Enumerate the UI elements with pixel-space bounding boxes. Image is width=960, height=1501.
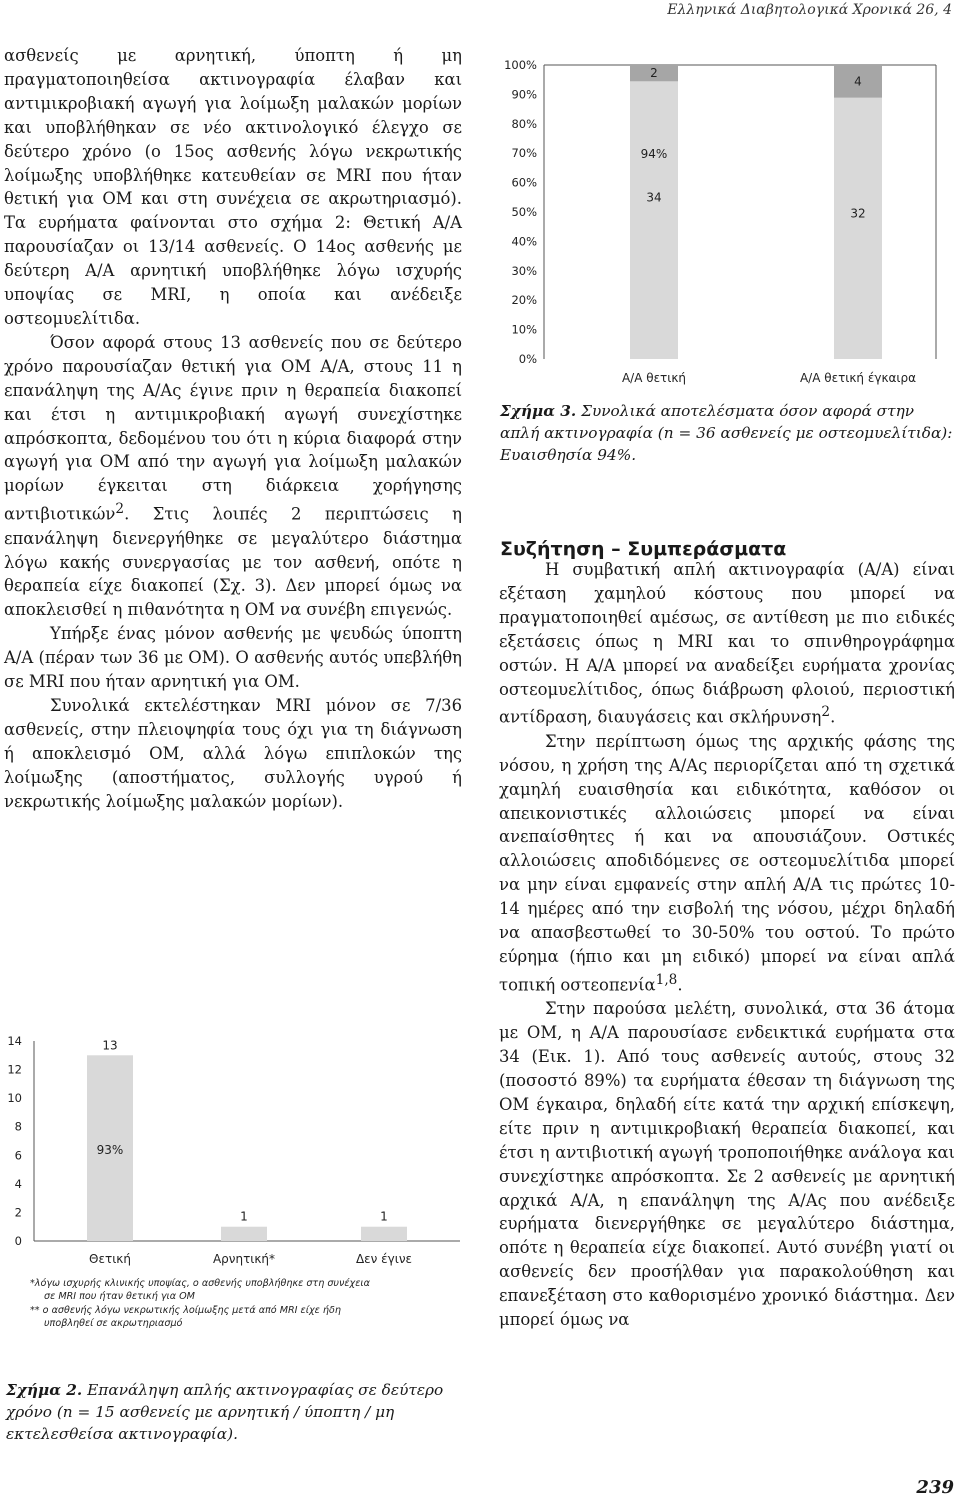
citation-sup: 2 — [115, 501, 125, 518]
y-tick-label: 8 — [14, 1119, 22, 1134]
y-tick-label: 4 — [14, 1176, 22, 1191]
percentage-annotation: 93% — [96, 1142, 124, 1157]
bar-value-label: 32 — [850, 206, 866, 221]
left-paragraph-4: Συνολικά εκτελέστηκαν MRI μόνον σε 7/36 ασθενείς, στην πλειοψηφία τους όχι για τη διάγνωση ή αποκλεισμό ΟΜ, αλλά λόγω επιπλοκών της λοίμωξης (αποστήματος, συλλογής υγρού ή νεκρωτικής λοίμωξης μαλακών μορίων). — [4, 695, 462, 811]
y-tick-label: 100% — [504, 58, 537, 72]
bar-segment — [834, 98, 882, 359]
page-number: 239 — [916, 1477, 954, 1498]
bar — [361, 1227, 407, 1241]
x-tick-label: Αρνητική* — [212, 1252, 276, 1266]
y-tick-label: 6 — [14, 1148, 22, 1163]
section-heading: Συζήτηση – Συμπεράσματα — [500, 538, 787, 560]
y-tick-label: 10% — [511, 322, 537, 337]
footnote-1: *λόγω ισχυρής κλινικής υποψίας, ο ασθενής υποβλήθηκε στη συνέχεια — [30, 1278, 370, 1289]
figure-3-label: Σχήμα 3. — [500, 402, 577, 420]
y-tick-label: 50% — [511, 205, 537, 219]
right-paragraph-1-tail: . — [830, 707, 836, 727]
footnote-2-cont: υποβληθεί σε ακρωτηριασμό — [44, 1317, 183, 1329]
right-column — [499, 558, 955, 1332]
footnote-1-cont: σε MRI που ήταν θετική για ΟΜ — [44, 1291, 195, 1303]
figure-2-caption-text: Επανάληψη απλής ακτινογραφίας σε δεύτερο χρόνο (n = 15 ασθενείς με αρνητική / ύποπτη / μη εκτελεσθείσα ακτινογραφία). — [6, 1381, 444, 1443]
footnote-2: ** ο ασθενής λόγω νεκρωτικής λοίμωξης μετά από MRI είχε ήδη — [30, 1304, 341, 1316]
right-paragraph-3: Στην παρούσα μελέτη, συνολικά, στα 36 άτομα με ΟΜ, η Α/Α παρουσίασε ενδεικτικά ευρήματα στα 34 (Εικ. 1). Από τους ασθενείς αυτούς, στους 32 (ποσοστό 89%) τα ευρήματα έθεσαν τη διάγνωση της ΟΜ έγκαιρα, δηλαδή είτε κατά την αρχική επίσκεψη, είτε πριν η αντιμικροβιακή θεραπεία διακοπεί, και έτσι η αντιβιοτική αγωγή τροποποιήθηκε ανάλογα και συνεχίστηκε απρόσκοπτα. Σε 2 ασθενείς με αρνητική αρχικά Α/Α, η επανάληψη της Α/Ας που ανέδειξε ευρήματα διενεργήθηκε σε μεγαλύτερο διάστημα, οπότε η θεραπεία είχε διακοπεί. Αυτό συνέβη γιατί οι ασθενείς δεν προσήλθαν για παρακολούθηση και επανεξέταση στο καθορισμένο χρονικό διάστημα. Δεν μπορεί όμως να — [499, 999, 955, 1330]
y-tick-label: 80% — [511, 116, 537, 131]
x-tick-label: Θετική — [89, 1252, 131, 1266]
bar-value-label: 2 — [650, 66, 658, 81]
y-tick-label: 20% — [511, 293, 537, 308]
x-tick-label: Α/Α θετική — [621, 371, 687, 385]
right-paragraph-2-text: Στην περίπτωση όμως της αρχικής φάσης της νόσου, η χρήση της Α/Ας περιορίζεται από τη σχετικά χαμηλή ευαισθησία και ειδικότητα, καθόσον οι απεικονιστικές αλλοιώσεις μπορεί να είναι ανεπαίσθητες ή και να απουσιάζουν. Οστικές αλλοιώσεις αποδιδόμενες σε οστεομυελίτιδα μπορεί να μην είναι εμφανείς στην απλή Α/Α τις πρώτες 10-14 ημέρες από την εισβολή της νόσου, μέχρι δηλαδή να απασβεστωθεί το 30-50% του οστού. Το πρώτο εύρημα (ήπιο και μη ειδικό) μπορεί να είναι απλά τοπική οστεοπενία — [499, 731, 955, 995]
bar-segment — [630, 81, 678, 359]
citation-sup: 1,8 — [655, 971, 678, 988]
bar-value-label: 1 — [380, 1209, 388, 1224]
y-tick-label: 14 — [7, 1034, 22, 1048]
right-paragraph-2 — [499, 730, 955, 997]
figure-2-label: Σχήμα 2. — [6, 1381, 83, 1399]
x-tick-label: Α/Α θετική έγκαιρα — [799, 371, 917, 385]
left-paragraph-3: Υπήρξε ένας μόνον ασθενής με ψευδώς ύποπτη Α/Α (πέραν των 36 με ΟΜ). Ο ασθενής αυτός υπεβλήθη σε MRI που ήταν αρνητική για ΟΜ. — [4, 624, 462, 692]
right-paragraph-1-text: Η συμβατική απλή ακτινογραφία (Α/Α) είναι εξέταση χαμηλού κόστους που μπορεί να πραγματοποιηθεί αμέσως, σε αντίθεση με πιο ειδικές εξετάσεις όπως η MRI και το σπινθηρογράφημα οστών. Η Α/Α μπορεί να αναδείξει ευρήματα χρονίας οστεομυελίτιδος, όπως διάβρωση φλοιού, περιοστική αντίδραση, διαυγάσεις και σκλήρυνση — [499, 560, 955, 727]
left-paragraph-1: ασθενείς με αρνητική, ύποπτη ή μη πραγματοποιηθείσα ακτινογραφία έλαβαν και αντιμικροβιακή αγωγή για λοίμωξη μαλακών μορίων και υποβλήθηκαν σε νέο ακτινολογικό έλεγχο σε δεύτερο χρόνο (ο 15ος ασθενής λόγω νεκρωτικής λοίμωξης υποβλήθηκε κατευθείαν σε MRI που ήταν θετική για ΟΜ και στη συνέχεια σε ακρωτηριασμό). Τα ευρήματα φαίνονται στο σχήμα 2: Θετική Α/Α παρουσίαζαν οι 13/14 ασθενείς. Ο 14ος ασθενής με δεύτερη Α/Α αρνητική υποβλήθηκε λόγω ισχυρής υποψίας σε MRI, η οποία και ανέδειξε οστεομυελίτιδα. — [4, 46, 462, 328]
sensitivity-annotation: 94% — [640, 147, 668, 161]
bar — [221, 1227, 267, 1241]
y-tick-label: 90% — [511, 87, 537, 102]
figure-2-footnotes — [30, 1277, 450, 1330]
left-paragraph-2 — [4, 331, 462, 622]
figure-3-caption — [500, 400, 958, 466]
figure-3-chart — [486, 56, 946, 386]
left-paragraph-2-text: Όσον αφορά στους 13 ασθενείς που σε δεύτερο χρόνο παρουσίαζαν θετική για ΟΜ Α/Α, στους 11 η επανάληψη της Α/Ας έγινε πριν η θεραπεία διακοπεί και έτσι η αντιμικροβιακή αγωγή συνεχίστηκε απρόσκοπτα, δεδομένου του ότι η κύρια διαφορά στην αγωγή για ΟΜ από την αγωγή για λοίμωξη μαλακών μορίων έγκειται στη διάρκεια χορήγησης αντιβιοτικών — [4, 332, 462, 524]
x-tick-label: Δεν έγινε — [355, 1252, 413, 1266]
left-column — [4, 44, 462, 813]
bar-value-label: 4 — [854, 74, 862, 89]
y-tick-label: 60% — [511, 175, 537, 190]
right-paragraph-2-tail: . — [677, 975, 683, 995]
y-tick-label: 12 — [7, 1062, 22, 1077]
figure-2-chart — [0, 1030, 470, 1275]
bar-value-label: 34 — [646, 190, 662, 205]
running-head: Ελληνικά Διαβητολογικά Χρονικά 26, 4 — [667, 2, 952, 18]
bar-value-label: 1 — [240, 1209, 248, 1224]
citation-sup: 2 — [821, 704, 831, 721]
y-tick-label: 30% — [511, 263, 537, 278]
y-tick-label: 0 — [14, 1234, 22, 1248]
left-paragraph-2-tail: . Στις λοιπές 2 περιπτώσεις η επανάληψη διενεργήθηκε σε μεγαλύτερο διάστημα λόγω κακής συνεργασίας με τον ασθενή, οπότε η θεραπεία είχε διακοπεί (Σχ. 3). Δεν μπορεί όμως να αποκλεισθεί η πιθανότητα η ΟΜ να συνέβη επιγενώς. — [4, 504, 462, 620]
y-tick-label: 10 — [7, 1091, 22, 1106]
figure-3-caption-text: Συνολικά αποτελέσματα όσον αφορά στην απλή ακτινογραφία (n = 36 ασθενείς με οστεομυελίτιδα): Ευαισθησία 94%. — [500, 402, 953, 464]
y-tick-label: 0% — [518, 352, 537, 366]
y-tick-label: 2 — [14, 1205, 22, 1220]
figure-2-caption — [6, 1379, 466, 1445]
y-tick-label: 70% — [511, 146, 537, 161]
bar-value-label: 13 — [102, 1038, 118, 1053]
right-paragraph-1 — [499, 558, 955, 730]
y-tick-label: 40% — [511, 234, 537, 249]
